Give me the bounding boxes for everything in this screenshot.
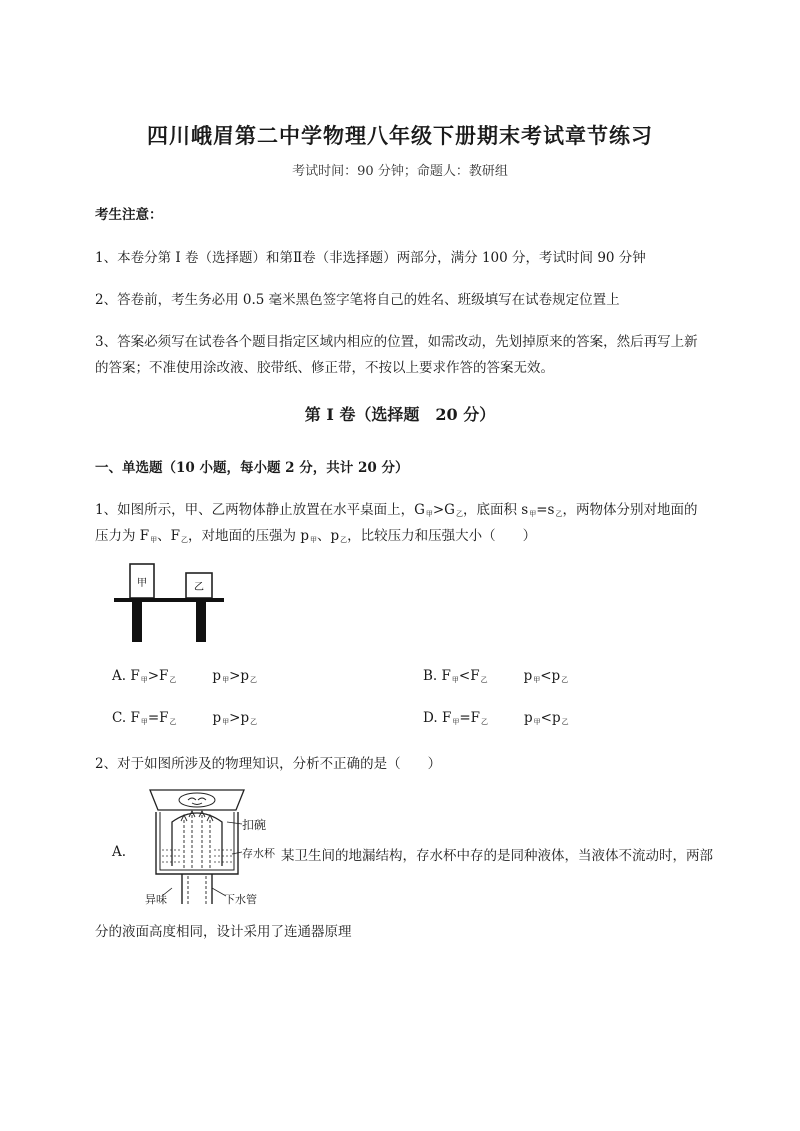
- q2-option-a-text[interactable]: 某卫生间的地漏结构，存水杯中存的是同种液体，当液体不流动时，两部: [281, 848, 713, 864]
- label-bowl: 扣碗: [242, 818, 267, 832]
- q2-option-a-letter[interactable]: A.: [112, 844, 127, 860]
- q1-stem-line1: 1、如图所示，甲、乙两物体静止放置在水平桌面上，$G_甲>G_乙$，底面积 $s_甲=s_乙$，两物体分别对地面的: [95, 502, 698, 518]
- q1-option-b[interactable]: B. $F_甲<F_乙$ $p_甲<p_乙$: [423, 668, 569, 684]
- label-odor: 异味: [145, 893, 167, 906]
- water-cup: [156, 812, 238, 874]
- notice-heading: 考生注意：: [95, 207, 163, 223]
- part-heading: 一、单选题（10 小题，每小题 2 分，共计 20 分）: [95, 460, 409, 476]
- notice-item-2: 2、答卷前，考生务必用 0.5 毫米黑色签字笔将自己的姓名、班级填写在试卷规定位置上: [95, 292, 620, 308]
- table-top: [114, 598, 224, 602]
- label-pipe: 下水管: [224, 893, 257, 906]
- q1-option-c[interactable]: C. $F_甲=F_乙$ $p_甲>p_乙$: [112, 710, 258, 726]
- page-subtitle: 考试时间：90 分钟；命题人：教研组: [292, 164, 508, 179]
- table-leg-left: [132, 602, 142, 642]
- q1-stem-line2: 压力为 $F_甲$、$F_乙$，对地面的压强为 $p_甲$、$p_乙$，比较压力和压强大小（ ）: [95, 528, 537, 544]
- q1-option-a[interactable]: A. $F_甲>F_乙$ $p_甲>p_乙$: [112, 668, 258, 684]
- section-title: 第 I 卷（选择题 20 分）: [304, 405, 496, 424]
- drain-bowl: [172, 813, 222, 866]
- q1-table-figure: [110, 562, 230, 644]
- notice-item-3: 3、答案必须写在试卷各个题目指定区域内相应的位置，如需改动，先划掉原来的答案，然后再写上新: [95, 334, 698, 350]
- q2-stem: 2、对于如图所涉及的物理知识，分析不正确的是（ ）: [95, 756, 442, 772]
- label-cup: 存水杯: [242, 847, 275, 860]
- down-pipe: [182, 874, 212, 904]
- page-title: 四川峨眉第二中学物理八年级下册期末考试章节练习: [147, 123, 653, 148]
- q1-option-d[interactable]: D. $F_甲=F_乙$ $p_甲<p_乙$: [423, 710, 569, 726]
- notice-item-1: 1、本卷分第 I 卷（选择题）和第Ⅱ卷（非选择题）两部分，满分 100 分，考试时间 90 分钟: [95, 250, 646, 266]
- block-yi-label: 乙: [194, 582, 204, 593]
- notice-item-3-cont: 的答案；不准使用涂改液、胶带纸、修正带，不按以上要求作答的答案无效。: [95, 360, 554, 376]
- table-leg-right: [196, 602, 206, 642]
- q2-option-a-text-cont[interactable]: 分的液面高度相同，设计采用了连通器原理: [95, 924, 352, 940]
- block-jia-label: 甲: [137, 578, 147, 589]
